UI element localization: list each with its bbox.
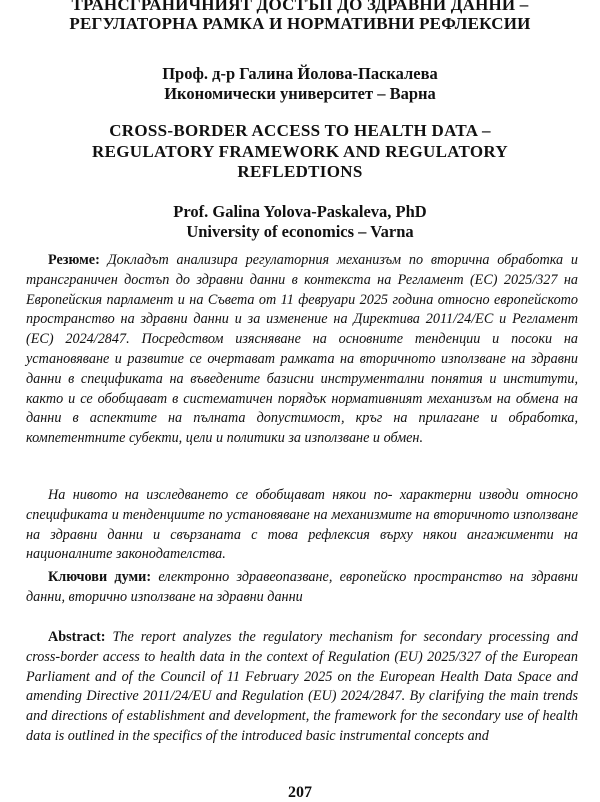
summary-bulgarian-paragraph-2: На нивото на изследването се обобщават някои по- характерни изводи относно спецификата и тенденциите по установяване на механизмите на вторичното използване на здравни данни и свързаната с това рефлексия върху някои ангажименти на националните законодателства.	[26, 487, 578, 563]
abstract-english	[26, 628, 578, 747]
title-en-line-3: REFLEDTIONS	[237, 162, 363, 181]
title-bg-line-1: ТРАНСГРАНИЧНИЯТ ДОСТЪП ДО ЗДРАВНИ ДАННИ –	[71, 0, 529, 14]
author-bg-affiliation: Икономически университет – Варна	[164, 84, 436, 103]
keywords-bulgarian	[26, 568, 578, 608]
author-block-bulgarian	[0, 64, 600, 104]
title-english	[0, 121, 600, 183]
keywords-bg-label: Ключови думи:	[48, 569, 152, 585]
page-number: 207	[288, 784, 312, 801]
title-bulgarian	[0, 0, 600, 33]
author-block-english	[0, 202, 600, 242]
summary-bg-label: Резюме:	[48, 252, 100, 268]
author-bg-name: Проф. д-р Галина Йолова-Паскалева	[162, 64, 438, 83]
abstract-en-label: Abstract:	[48, 629, 106, 645]
title-en-line-1: CROSS-BORDER ACCESS TO HEALTH DATA –	[109, 121, 491, 140]
abstract-en-text: The report analyzes the regulatory mechanism for secondary processing and cross-border access to health data in the context of Regulation (EU) 2025/327 of the European Parliament and of the Council of 11 February 2025 on the European Health Data Space and amending Directive 2011/24/EU and Regulation (EU) 2024/2847. By clarifying the main trends and directions of establishment and development, the framework for the secondary use of health data is outlined in the specifics of the introduced basic instrumental concepts and	[26, 629, 578, 744]
summary-bulgarian	[26, 251, 578, 449]
author-en-affiliation: University of economics – Varna	[186, 222, 414, 241]
keywords-bg-text: електронно здравеопазване, европейско пространство на здравни данни, вторично използване на здравни данни	[26, 569, 578, 605]
title-bg-line-2: РЕГУЛАТОРНА РАМКА И НОРМАТИВНИ РЕФЛЕКСИИ	[69, 14, 531, 33]
summary-bg-text: Докладът анализира регулаторния механизъм по вторична обработка и трансграничен достъп до здравни данни в контекста на Регламент (ЕС) 2025/327 на Европейския парламент и на Съвета от 11 февруари 2025 година относно европейското пространство на здравни данни и за изменение на Директива 2011/24/ЕС и Регламент (ЕС) 2024/2847. Посредством изясняване на основните тенденции и посоки на установяване и развитие се очертават рамката на вторичното използване на здравни данни в спецификата на въведените базисни инструментални понятия и институти, както и се обобщават в систематичен порядък нормативният механизъм на обмена на данни в аспектите на пълната допустимост, кръг на прилагане и обработка, компетентните субекти, цели и политики за използване и обмен.	[26, 252, 579, 447]
author-en-name: Prof. Galina Yolova-Paskaleva, PhD	[173, 202, 427, 221]
title-en-line-2: REGULATORY FRAMEWORK AND REGULATORY	[92, 141, 508, 161]
